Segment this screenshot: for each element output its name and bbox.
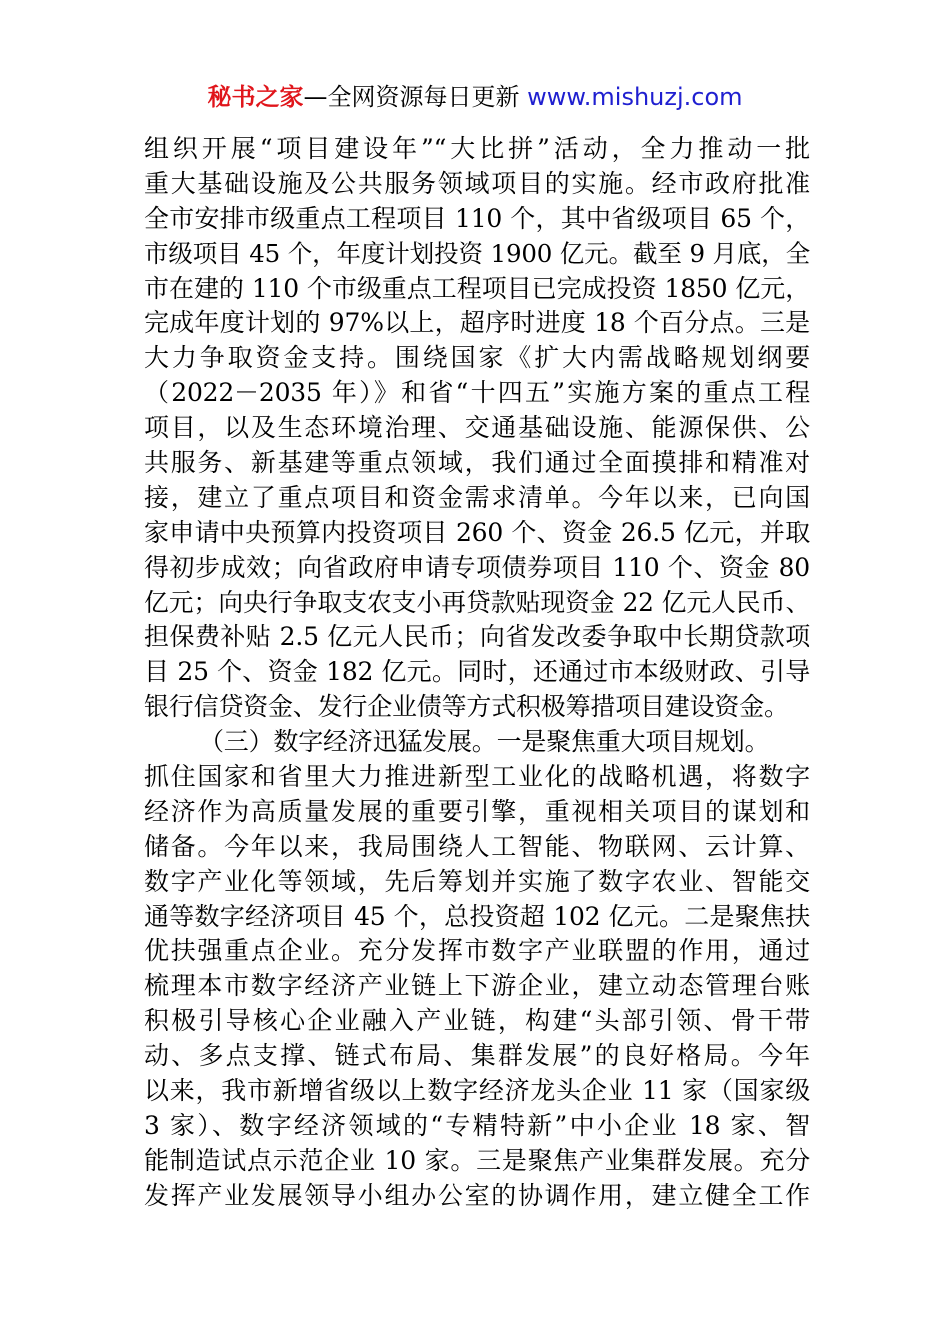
text-line: 3 家）、数字经济领域的“专精特新”中小企业 18 家、智	[144, 1110, 810, 1140]
text-line: 市在建的 110 个市级重点工程项目已完成投资 1850 亿元，	[144, 273, 810, 303]
document-body	[144, 132, 810, 1214]
text-line: 数字产业化等领域，先后筹划并实施了数字农业、智能交	[144, 866, 810, 896]
text-line: 大力争取资金支持。围绕国家《扩大内需战略规划纲要	[144, 343, 810, 373]
text-line: 亿元；向央行争取支农支小再贷款贴现资金 22 亿元人民币、	[144, 587, 810, 617]
text-line: 家申请中央预算内投资项目 260 个、资金 26.5 亿元，并取	[144, 517, 810, 547]
text-line: 接，建立了重点项目和资金需求清单。今年以来，已向国	[144, 482, 810, 512]
text-line: 担保费补贴 2.5 亿元人民币；向省发改委争取中长期贷款项	[144, 622, 810, 652]
text-line: 市级项目 45 个，年度计划投资 1900 亿元。截至 9 月底，全	[144, 238, 810, 268]
text-line: （2022－2035 年）》和省“十四五”实施方案的重点工程	[144, 378, 810, 408]
brand-name: 秘书之家	[207, 83, 304, 111]
text-line: 积极引导核心企业融入产业链，构建“头部引领、骨干带	[144, 1006, 810, 1036]
text-line: 抓住国家和省里大力推进新型工业化的战略机遇，将数字	[144, 762, 810, 792]
text-line: 通等数字经济项目 45 个，总投资超 102 亿元。二是聚焦扶	[144, 901, 810, 931]
text-line: 全市安排市级重点工程项目 110 个，其中省级项目 65 个，	[144, 203, 810, 233]
header-tagline: —全网资源每日更新	[303, 83, 528, 111]
text-line: 优扶强重点企业。充分发挥市数字产业联盟的作用，通过	[144, 936, 810, 966]
text-line: 以来，我市新增省级以上数字经济龙头企业 11 家（国家级	[144, 1076, 810, 1106]
text-line: 梳理本市数字经济产业链上下游企业，建立动态管理台账	[144, 971, 810, 1001]
text-line: 能制造试点示范企业 10 家。三是聚焦产业集群发展。充分	[144, 1145, 810, 1175]
section-heading-line: （三）数字经济迅猛发展。一是聚焦重大项目规划。	[199, 727, 770, 757]
text-line: 共服务、新基建等重点领域，我们通过全面摸排和精准对	[144, 448, 810, 478]
text-line: 组织开展“项目建设年”“大比拼”活动，全力推动一批	[144, 134, 810, 163]
paragraph-end-line: 银行信贷资金、发行企业债等方式积极筹措项目建设资金。	[144, 692, 789, 722]
text-line: 项目，以及生态环境治理、交通基础设施、能源保供、公	[144, 413, 810, 443]
text-line: 发挥产业发展领导小组办公室的协调作用，建立健全工作	[144, 1180, 810, 1210]
site-url-link[interactable]: www.mishuzj.com	[527, 83, 743, 111]
text-line: 重大基础设施及公共服务领域项目的实施。经市政府批准	[144, 168, 810, 198]
text-line: 得初步成效；向省政府申请专项债券项目 110 个、资金 80	[144, 552, 810, 582]
text-line: 储备。今年以来，我局围绕人工智能、物联网、云计算、	[144, 831, 810, 861]
text-line: 动、多点支撑、链式布局、集群发展”的良好格局。今年	[144, 1041, 810, 1071]
text-line: 目 25 个、资金 182 亿元。同时，还通过市本级财政、引导	[144, 657, 810, 687]
site-header	[0, 80, 950, 114]
text-line: 完成年度计划的 97%以上，超序时进度 18 个百分点。三是	[144, 308, 810, 338]
text-line: 经济作为高质量发展的重要引擎，重视相关项目的谋划和	[144, 796, 810, 826]
